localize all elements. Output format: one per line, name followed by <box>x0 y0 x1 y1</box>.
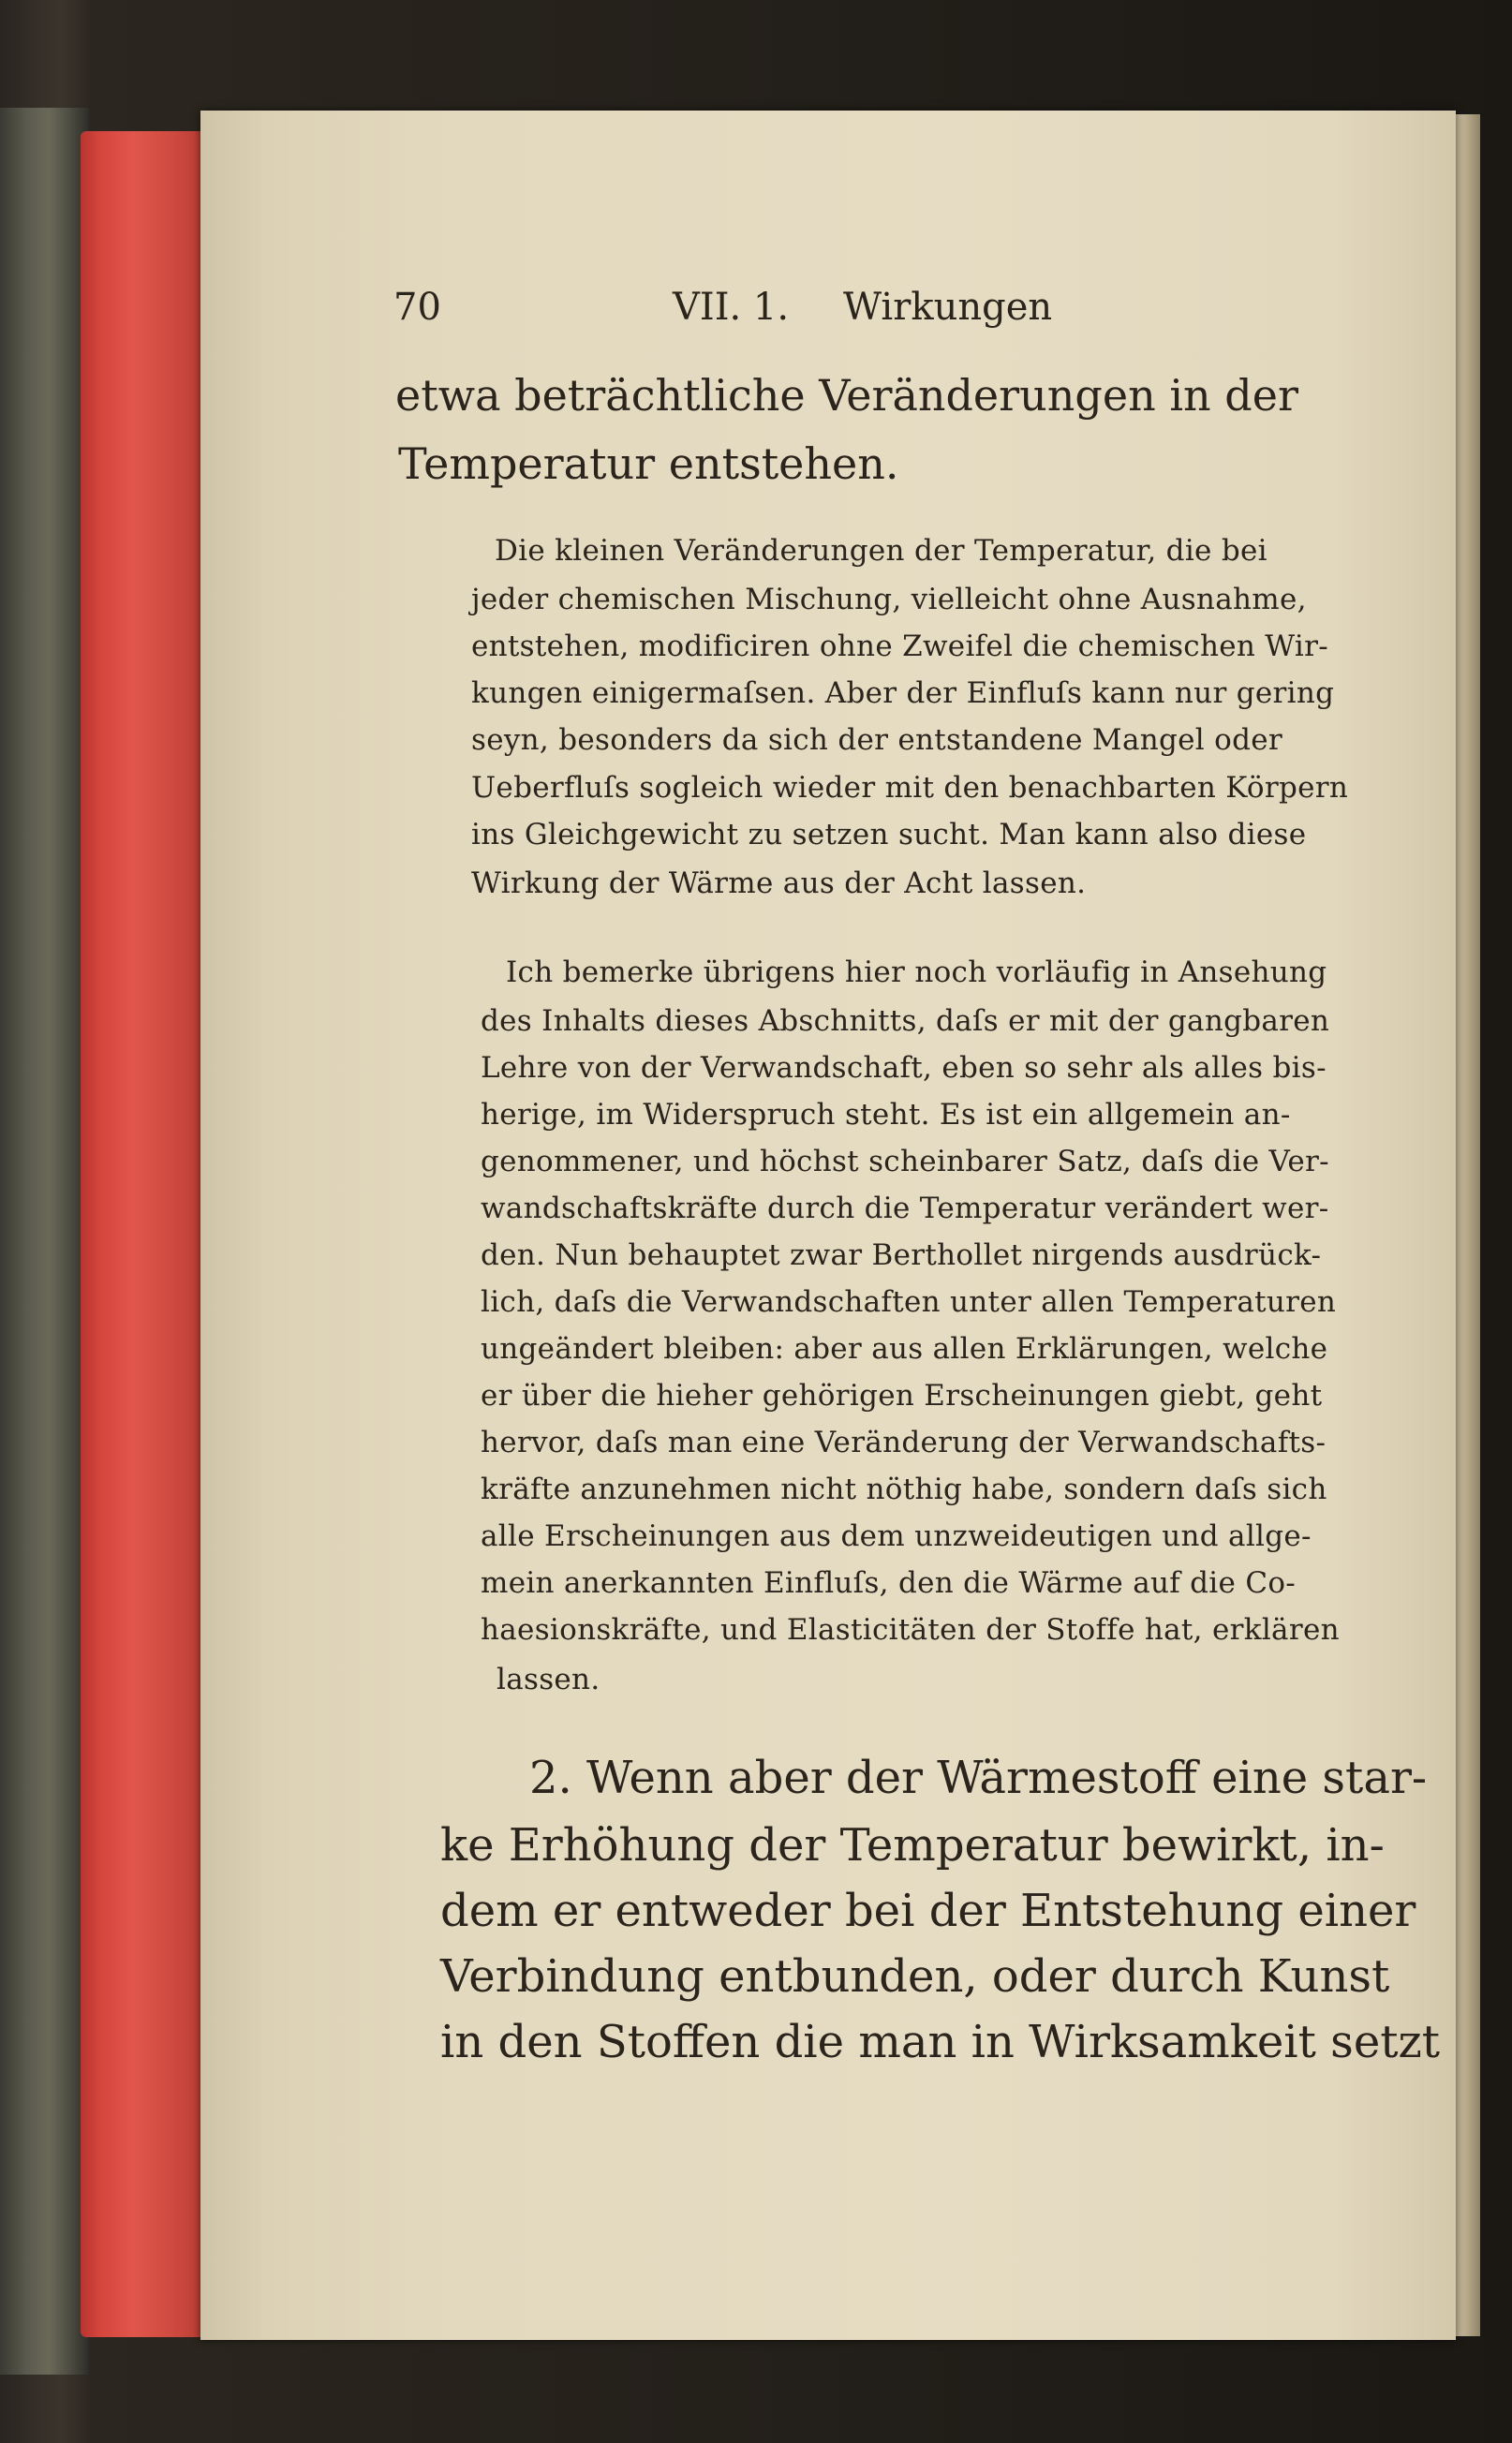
text-line: alle Erscheinungen aus dem unzweideutigen und allge- <box>481 1519 1312 1553</box>
text-line: Verbindung entbunden, oder durch Kunst <box>440 1950 1390 2003</box>
text-line: er über die hieher gehörigen Erscheinungen giebt, geht <box>481 1379 1323 1413</box>
text-line: des Inhalts dieses Abschnitts, daſs er mit der gangbaren <box>481 1004 1330 1038</box>
text-line: ke Erhöhung der Temperatur bewirkt, in- <box>440 1819 1385 1872</box>
text-line: Ueberfluſs sogleich wieder mit den benachbarten Körpern <box>471 771 1349 805</box>
text-line: wandschaftskräfte durch die Temperatur verändert wer- <box>481 1192 1329 1225</box>
text-line: ungeändert bleiben: aber aus allen Erklärungen, welche <box>481 1332 1328 1366</box>
text-line: 2. Wenn aber der Wärmestoff eine star- <box>529 1752 1428 1804</box>
page-right-edge <box>1452 114 1480 2336</box>
text-line: Lehre von der Verwandschaft, eben so sehr als alles bis- <box>481 1051 1327 1085</box>
text-line: Temperatur entstehen. <box>398 438 899 489</box>
text-line: lich, daſs die Verwandschaften unter allen Temperaturen <box>481 1285 1337 1319</box>
text-line: etwa beträchtliche Veränderungen in der <box>395 370 1298 421</box>
red-page-edges <box>81 131 212 2337</box>
running-header <box>393 286 1143 342</box>
text-line: kungen einigermaſsen. Aber der Einfluſs kann nur gering <box>471 676 1335 710</box>
text-line: kräfte anzunehmen nicht nöthig habe, sondern daſs sich <box>481 1473 1327 1506</box>
text-line: seyn, besonders da sich der entstandene Mangel oder <box>471 723 1283 757</box>
text-line: dem er entweder bei der Entstehung einer <box>440 1885 1416 1937</box>
text-line: haesionskräfte, und Elasticitäten der Stoffe hat, erklären <box>481 1613 1340 1647</box>
text-line: jeder chemischen Mischung, vielleicht ohne Ausnahme, <box>471 583 1307 616</box>
text-line: ins Gleichgewicht zu setzen sucht. Man kann also diese <box>471 818 1307 851</box>
section-number: VII. 1. <box>673 286 790 329</box>
text-line: Die kleinen Veränderungen der Temperatur, die bei <box>495 534 1267 568</box>
text-line: mein anerkannten Einfluſs, den die Wärme auf die Co- <box>481 1566 1297 1600</box>
text-line: Ich bemerke übrigens hier noch vorläufig in Ansehung <box>506 955 1327 989</box>
text-line: herige, im Widerspruch steht. Es ist ein allgemein an- <box>481 1098 1291 1132</box>
text-line: entstehen, modificiren ohne Zweifel die chemischen Wir- <box>471 629 1329 663</box>
text-line: in den Stoffen die man in Wirksamkeit setzt <box>440 2016 1441 2068</box>
text-line: genommener, und höchst scheinbarer Satz, daſs die Ver- <box>481 1145 1329 1178</box>
text-line: den. Nun behauptet zwar Berthollet nirgends ausdrück- <box>481 1238 1322 1272</box>
text-line: hervor, daſs man eine Veränderung der Verwandschafts- <box>481 1426 1327 1459</box>
book-cover-edge <box>0 108 89 2375</box>
page-number: 70 <box>393 286 441 329</box>
running-title: Wirkungen <box>843 286 1053 329</box>
text-line: lassen. <box>497 1663 600 1696</box>
text-line: Wirkung der Wärme aus der Acht lassen. <box>471 866 1087 900</box>
